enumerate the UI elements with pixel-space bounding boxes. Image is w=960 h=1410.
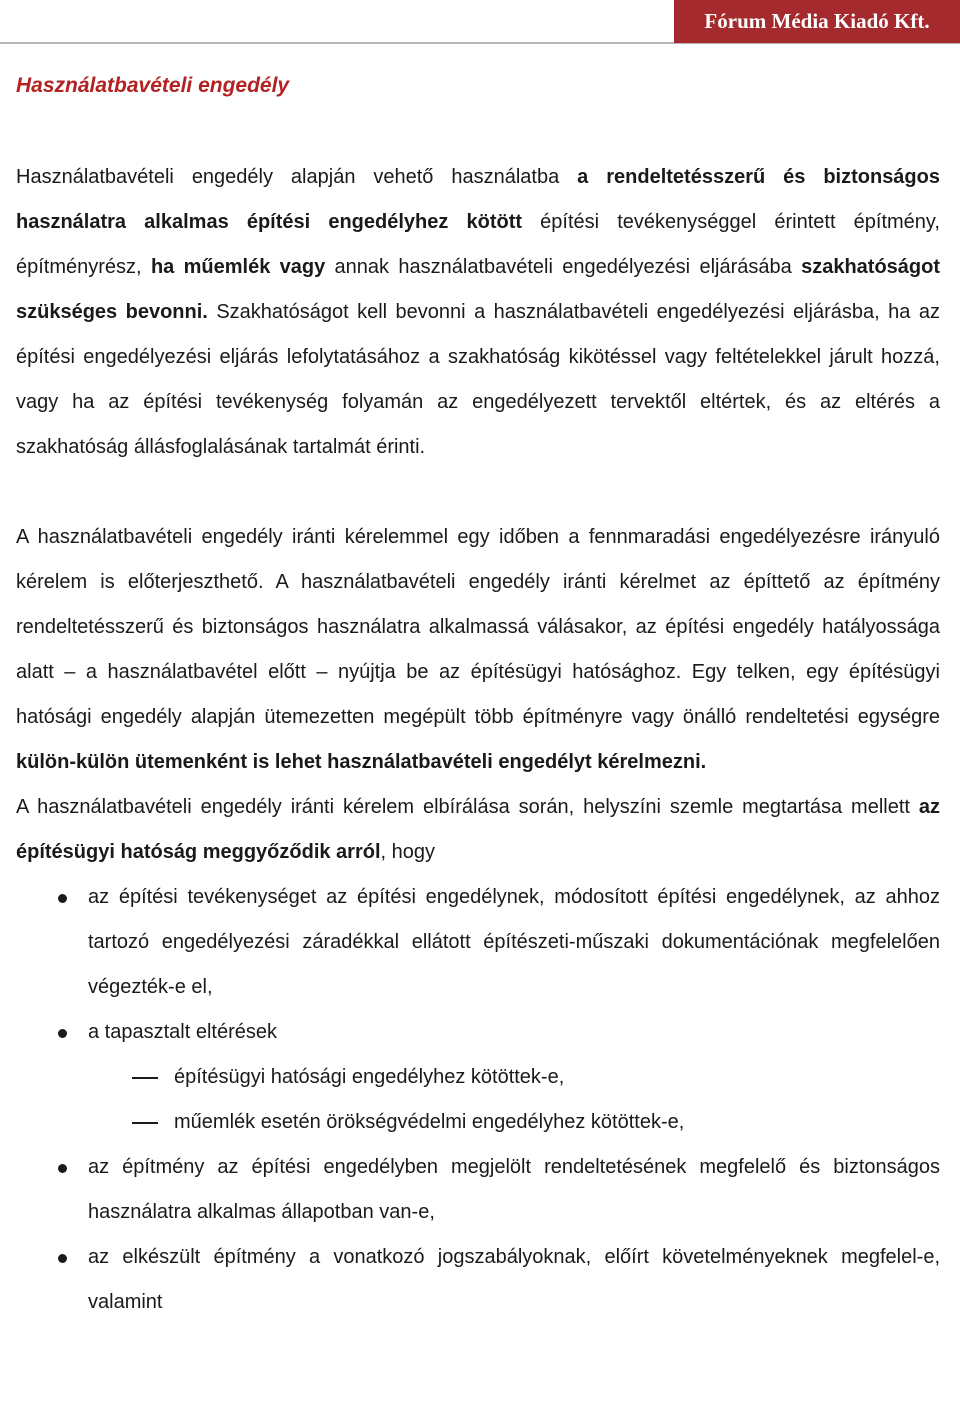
sub-list-item-text: műemlék esetén örökségvédelmi engedélyhez kötöttek-e,: [174, 1111, 685, 1133]
bullet-icon: [58, 894, 67, 903]
list-item-text: az építési tevékenységet az építési engedélynek, módosított építési engedélynek, az ahhoz tartozó engedélyezési záradékkal ellátott építészeti-műszaki dokumentációnak megfelelően végezték-e el,: [88, 886, 940, 998]
list-item-text: a tapasztalt eltérések: [88, 1021, 277, 1043]
paragraph-1-text-4: Szakhatóságot kell bevonni a használatbavételi engedélyezési eljárásba, ha az építési engedélyezési eljárás lefolytatásához a szakhatóság kikötéssel vagy feltételekkel járult hozzá, vagy ha az építési tevékenység folyamán az engedélyezett tervektől eltértek, és az eltérés a szakhatóság állásfoglalásának tartalmát érinti.: [16, 301, 940, 458]
paragraph-1-bold-1: a rendeltetésszerű és biztonságos használatra alkalmas építési engedélyhez kötött: [16, 166, 940, 233]
paragraph-1-text-2: építési tevékenységgel érintett építmény, építményrész,: [16, 211, 940, 278]
paragraph-3: [16, 785, 940, 875]
bullet-icon: [58, 1254, 67, 1263]
paragraph-3-text-2: , hogy: [380, 841, 436, 863]
paragraph-1: [16, 155, 940, 470]
list-item-text: az építmény az építési engedélyben megjelölt rendeltetésének megfelelő és biztonságos használatra alkalmas állapotban van-e,: [88, 1156, 940, 1223]
publisher-badge: Fórum Média Kiadó Kft.: [674, 0, 960, 43]
document-body: [16, 155, 940, 1325]
bullet-icon: [58, 1029, 67, 1038]
bullet-icon: [58, 1164, 67, 1173]
paragraph-1-bold-2: ha műemlék vagy: [150, 256, 326, 278]
criteria-list: [16, 875, 940, 1325]
paragraph-3-bold-1: az építésügyi hatóság meggyőződik arról: [16, 796, 940, 863]
paragraph-1-bold-3: szakhatóságot szükséges bevonni.: [16, 256, 941, 323]
paragraph-2-text-1: A használatbavételi engedély iránti kérelemmel egy időben a fennmaradási engedélyezésre irányuló kérelem is előterjeszthető. A használatbavételi engedély iránti kérelmet az építtető az építmény rendeltetésszerű és biztonságos használatra alkalmassá válásakor, az építési engedély hatályossága alatt – a használatbavétel előtt – nyújtja be az építésügyi hatósághoz. Egy telken, egy építésügyi hatósági engedély alapján ütemezetten megépült több építményre vagy önálló rendeltetési egységre: [16, 526, 940, 728]
dash-icon: [132, 1122, 158, 1124]
sub-list-item: [88, 1055, 940, 1100]
paragraph-1-text-1: Használatbavételi engedély alapján vehető használatba: [16, 166, 578, 188]
sub-list-item-text: építésügyi hatósági engedélyhez kötöttek-e,: [174, 1066, 565, 1088]
list-item-text: az elkészült építmény a vonatkozó jogszabályoknak, előírt követelményeknek megfelel-e, valamint: [88, 1246, 940, 1313]
list-item: [16, 875, 940, 1010]
paragraph-2: [16, 515, 940, 785]
list-item: [16, 1145, 940, 1235]
paragraph-3-text-1: A használatbavételi engedély iránti kérelem elbírálása során, helyszíni szemle megtartása mellett: [16, 796, 919, 818]
list-item: [16, 1235, 940, 1325]
paragraph-1-text-3: annak használatbavételi engedélyezési eljárásába: [325, 256, 802, 278]
sub-list: [88, 1055, 940, 1145]
paragraph-2-bold-1: külön-külön ütemenként is lehet használatbavételi engedélyt kérelmezni.: [16, 751, 707, 773]
document-title: Használatbavételi engedély: [16, 74, 290, 97]
dash-icon: [132, 1077, 158, 1079]
sub-list-item: [88, 1100, 940, 1145]
list-item: [16, 1010, 940, 1145]
paragraph-gap: [16, 470, 940, 515]
